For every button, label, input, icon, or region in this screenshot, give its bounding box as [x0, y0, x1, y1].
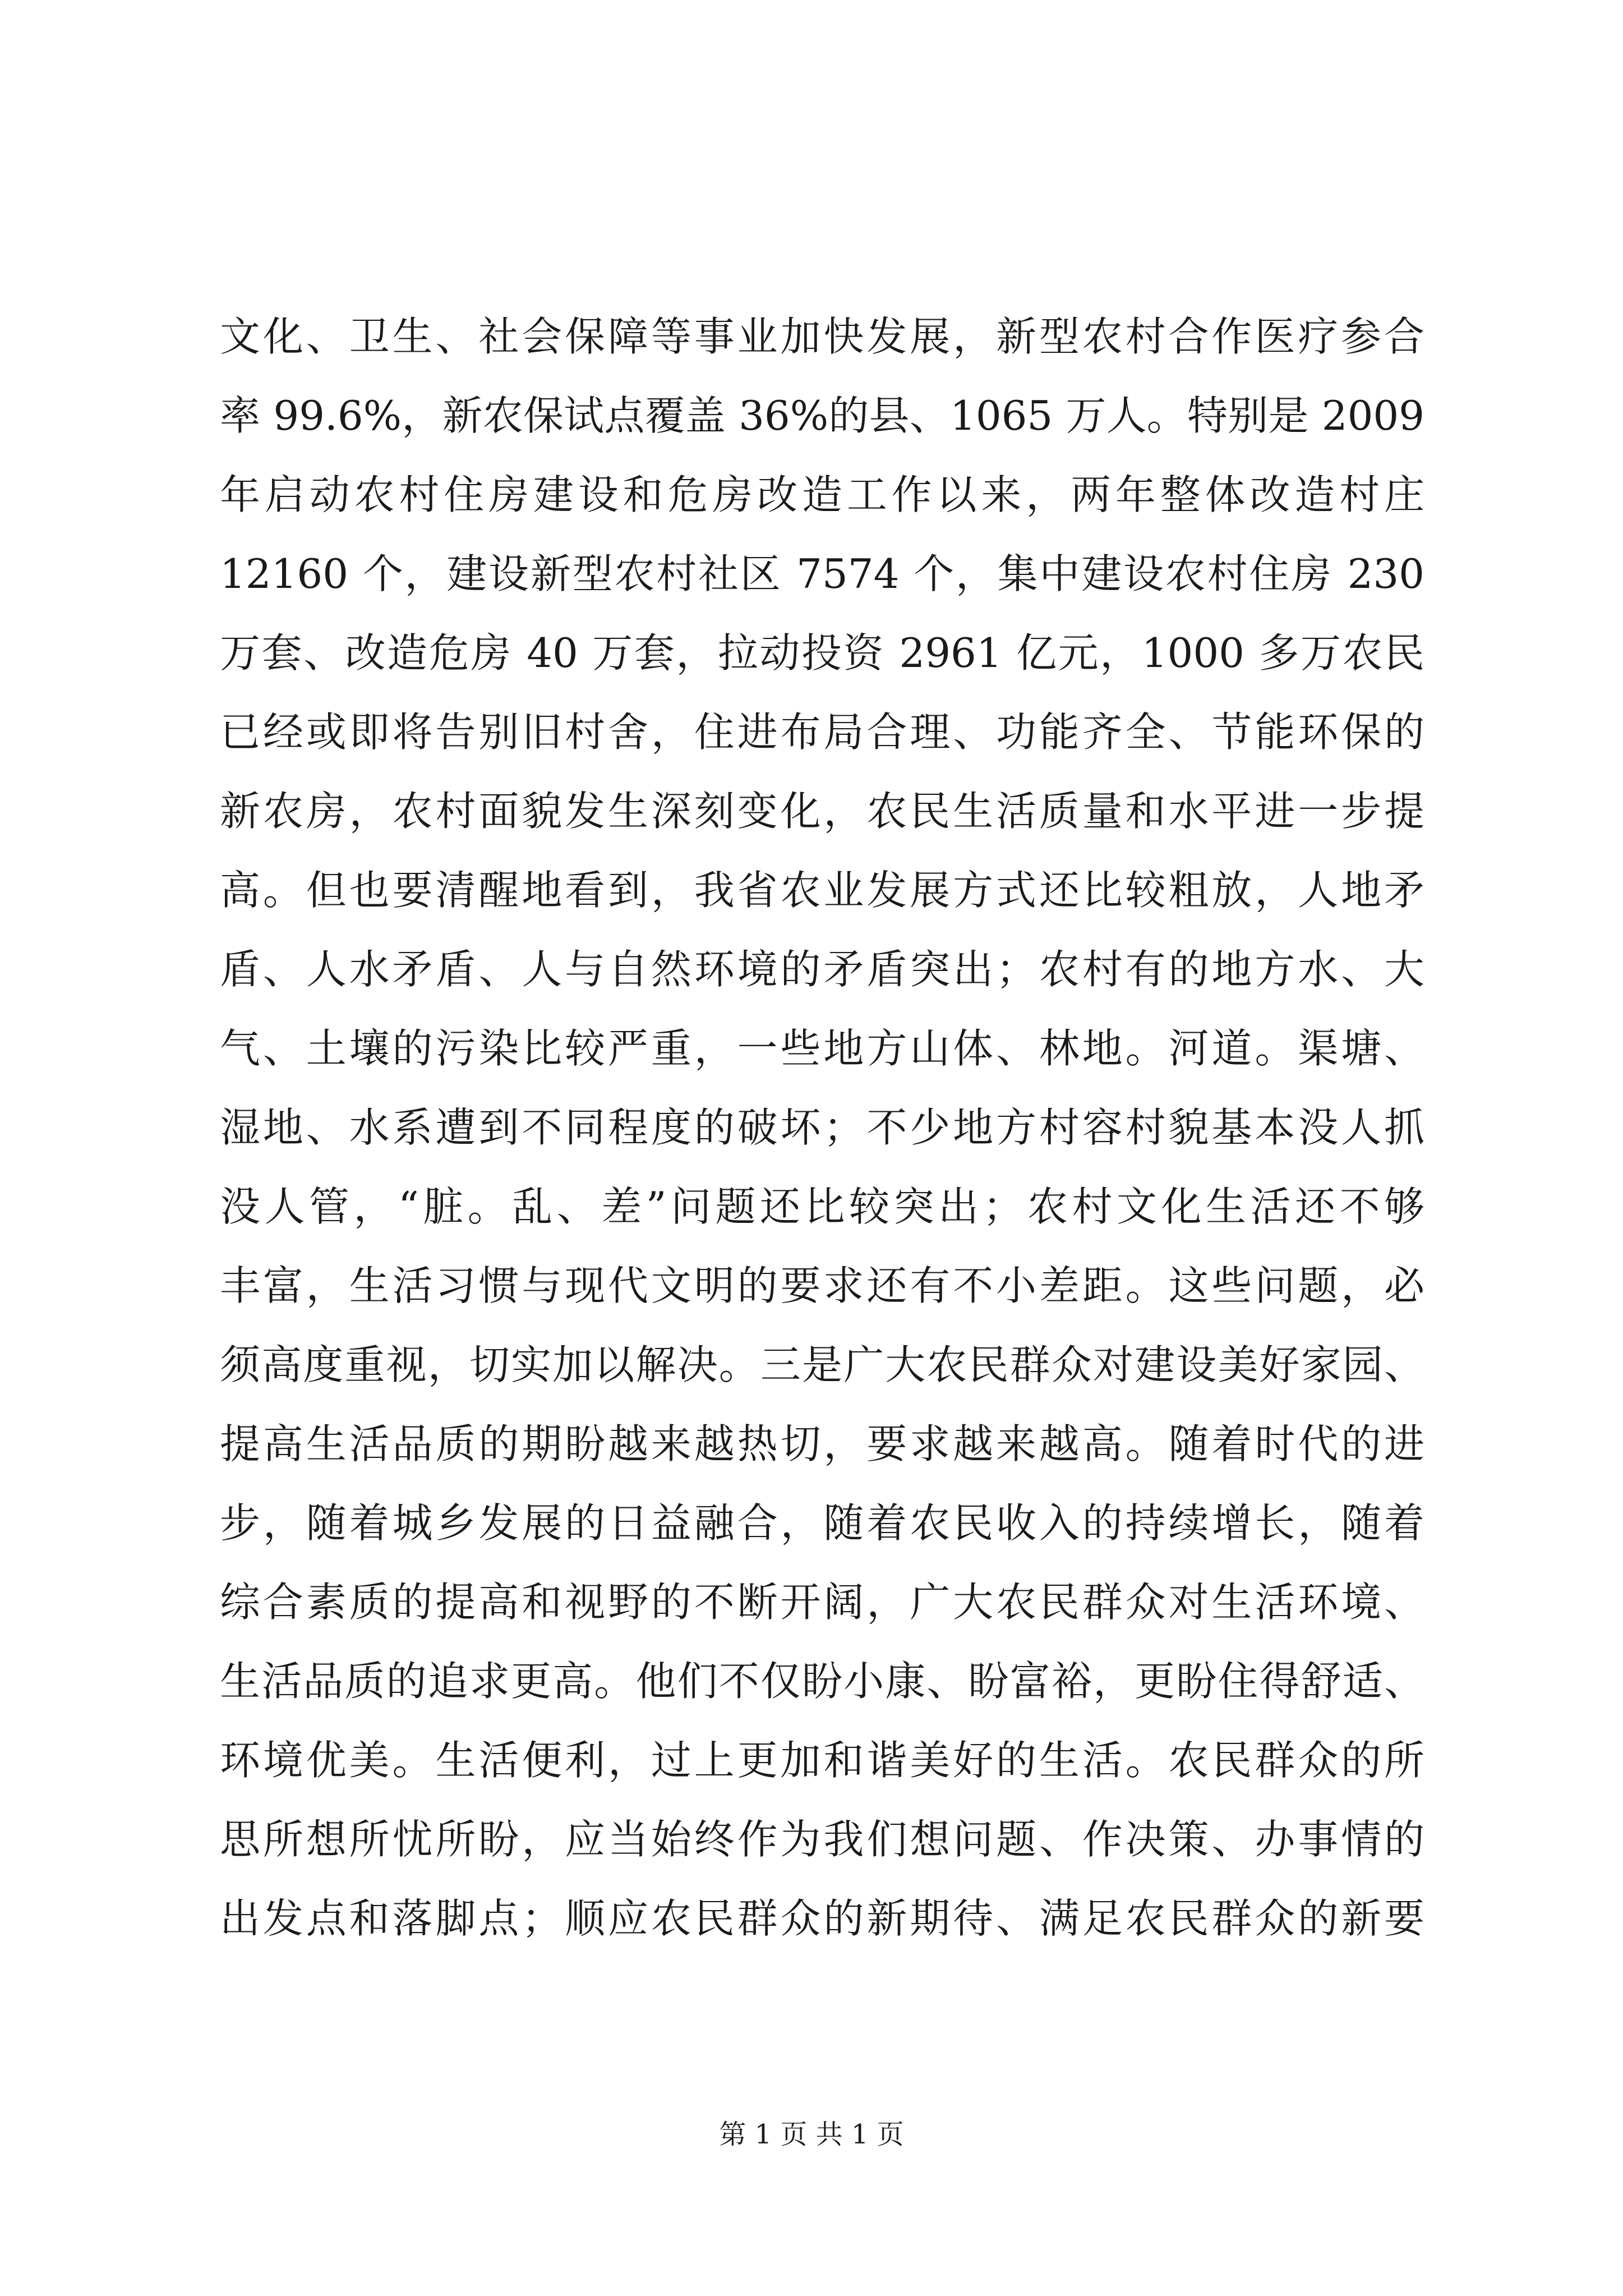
- text-line: 高。但也要清醒地看到，我省农业发展方式还比较粗放，人地矛: [220, 867, 1424, 914]
- text-line: 须高度重视，切实加以解决。三是广大农民群众对建设美好家园、: [220, 1341, 1424, 1388]
- text-line: 年启动农村住房建设和危房改造工作以来，两年整体改造村庄: [220, 471, 1424, 518]
- text-line: 文化、卫生、社会保障等事业加快发展，新型农村合作医疗参合: [220, 313, 1424, 360]
- text-line: 出发点和落脚点；顺应农民群众的新期待、满足农民群众的新要: [220, 1895, 1424, 1942]
- text-line: 万套、改造危房 40 万套，拉动投资 2961 亿元，1000 多万农民: [220, 629, 1424, 677]
- text-line: 提高生活品质的期盼越来越热切，要求越来越高。随着时代的进: [220, 1420, 1424, 1467]
- text-line: 生活品质的追求更高。他们不仅盼小康、盼富裕，更盼住得舒适、: [220, 1658, 1424, 1705]
- text-line: 环境优美。生活便利，过上更加和谐美好的生活。农民群众的所: [220, 1737, 1424, 1784]
- text-line: 气、土壤的污染比较严重，一些地方山体、林地。河道。渠塘、: [220, 1025, 1424, 1072]
- body-paragraph: [220, 303, 1424, 1964]
- page-footer: [0, 2118, 1623, 2151]
- text-line: 湿地、水系遭到不同程度的破坏；不少地方村容村貌基本没人抓: [220, 1104, 1424, 1151]
- text-line: 盾、人水矛盾、人与自然环境的矛盾突出；农村有的地方水、大: [220, 946, 1424, 993]
- text-line: 步，随着城乡发展的日益融合，随着农民收入的持续增长，随着: [220, 1499, 1424, 1547]
- text-line: 已经或即将告别旧村舍，住进布局合理、功能齐全、节能环保的: [220, 708, 1424, 756]
- text-line: 新农房，农村面貌发生深刻变化，农民生活质量和水平进一步提: [220, 788, 1424, 835]
- text-line: 思所想所忧所盼，应当始终作为我们想问题、作决策、办事情的: [220, 1816, 1424, 1863]
- text-line: 率 99.6%，新农保试点覆盖 36%的县、1065 万人。特别是 2009: [220, 392, 1424, 439]
- page-number-label: 第 1 页 共 1 页: [719, 2119, 904, 2150]
- text-line: 综合素质的提高和视野的不断开阔，广大农民群众对生活环境、: [220, 1579, 1424, 1626]
- text-line: 丰富，生活习惯与现代文明的要求还有不小差距。这些问题，必: [220, 1262, 1424, 1309]
- text-line: 没人管，“脏。乱、差”问题还比较突出；农村文化生活还不够: [220, 1183, 1424, 1230]
- text-line: 12160 个，建设新型农村社区 7574 个，集中建设农村住房 230: [220, 550, 1424, 597]
